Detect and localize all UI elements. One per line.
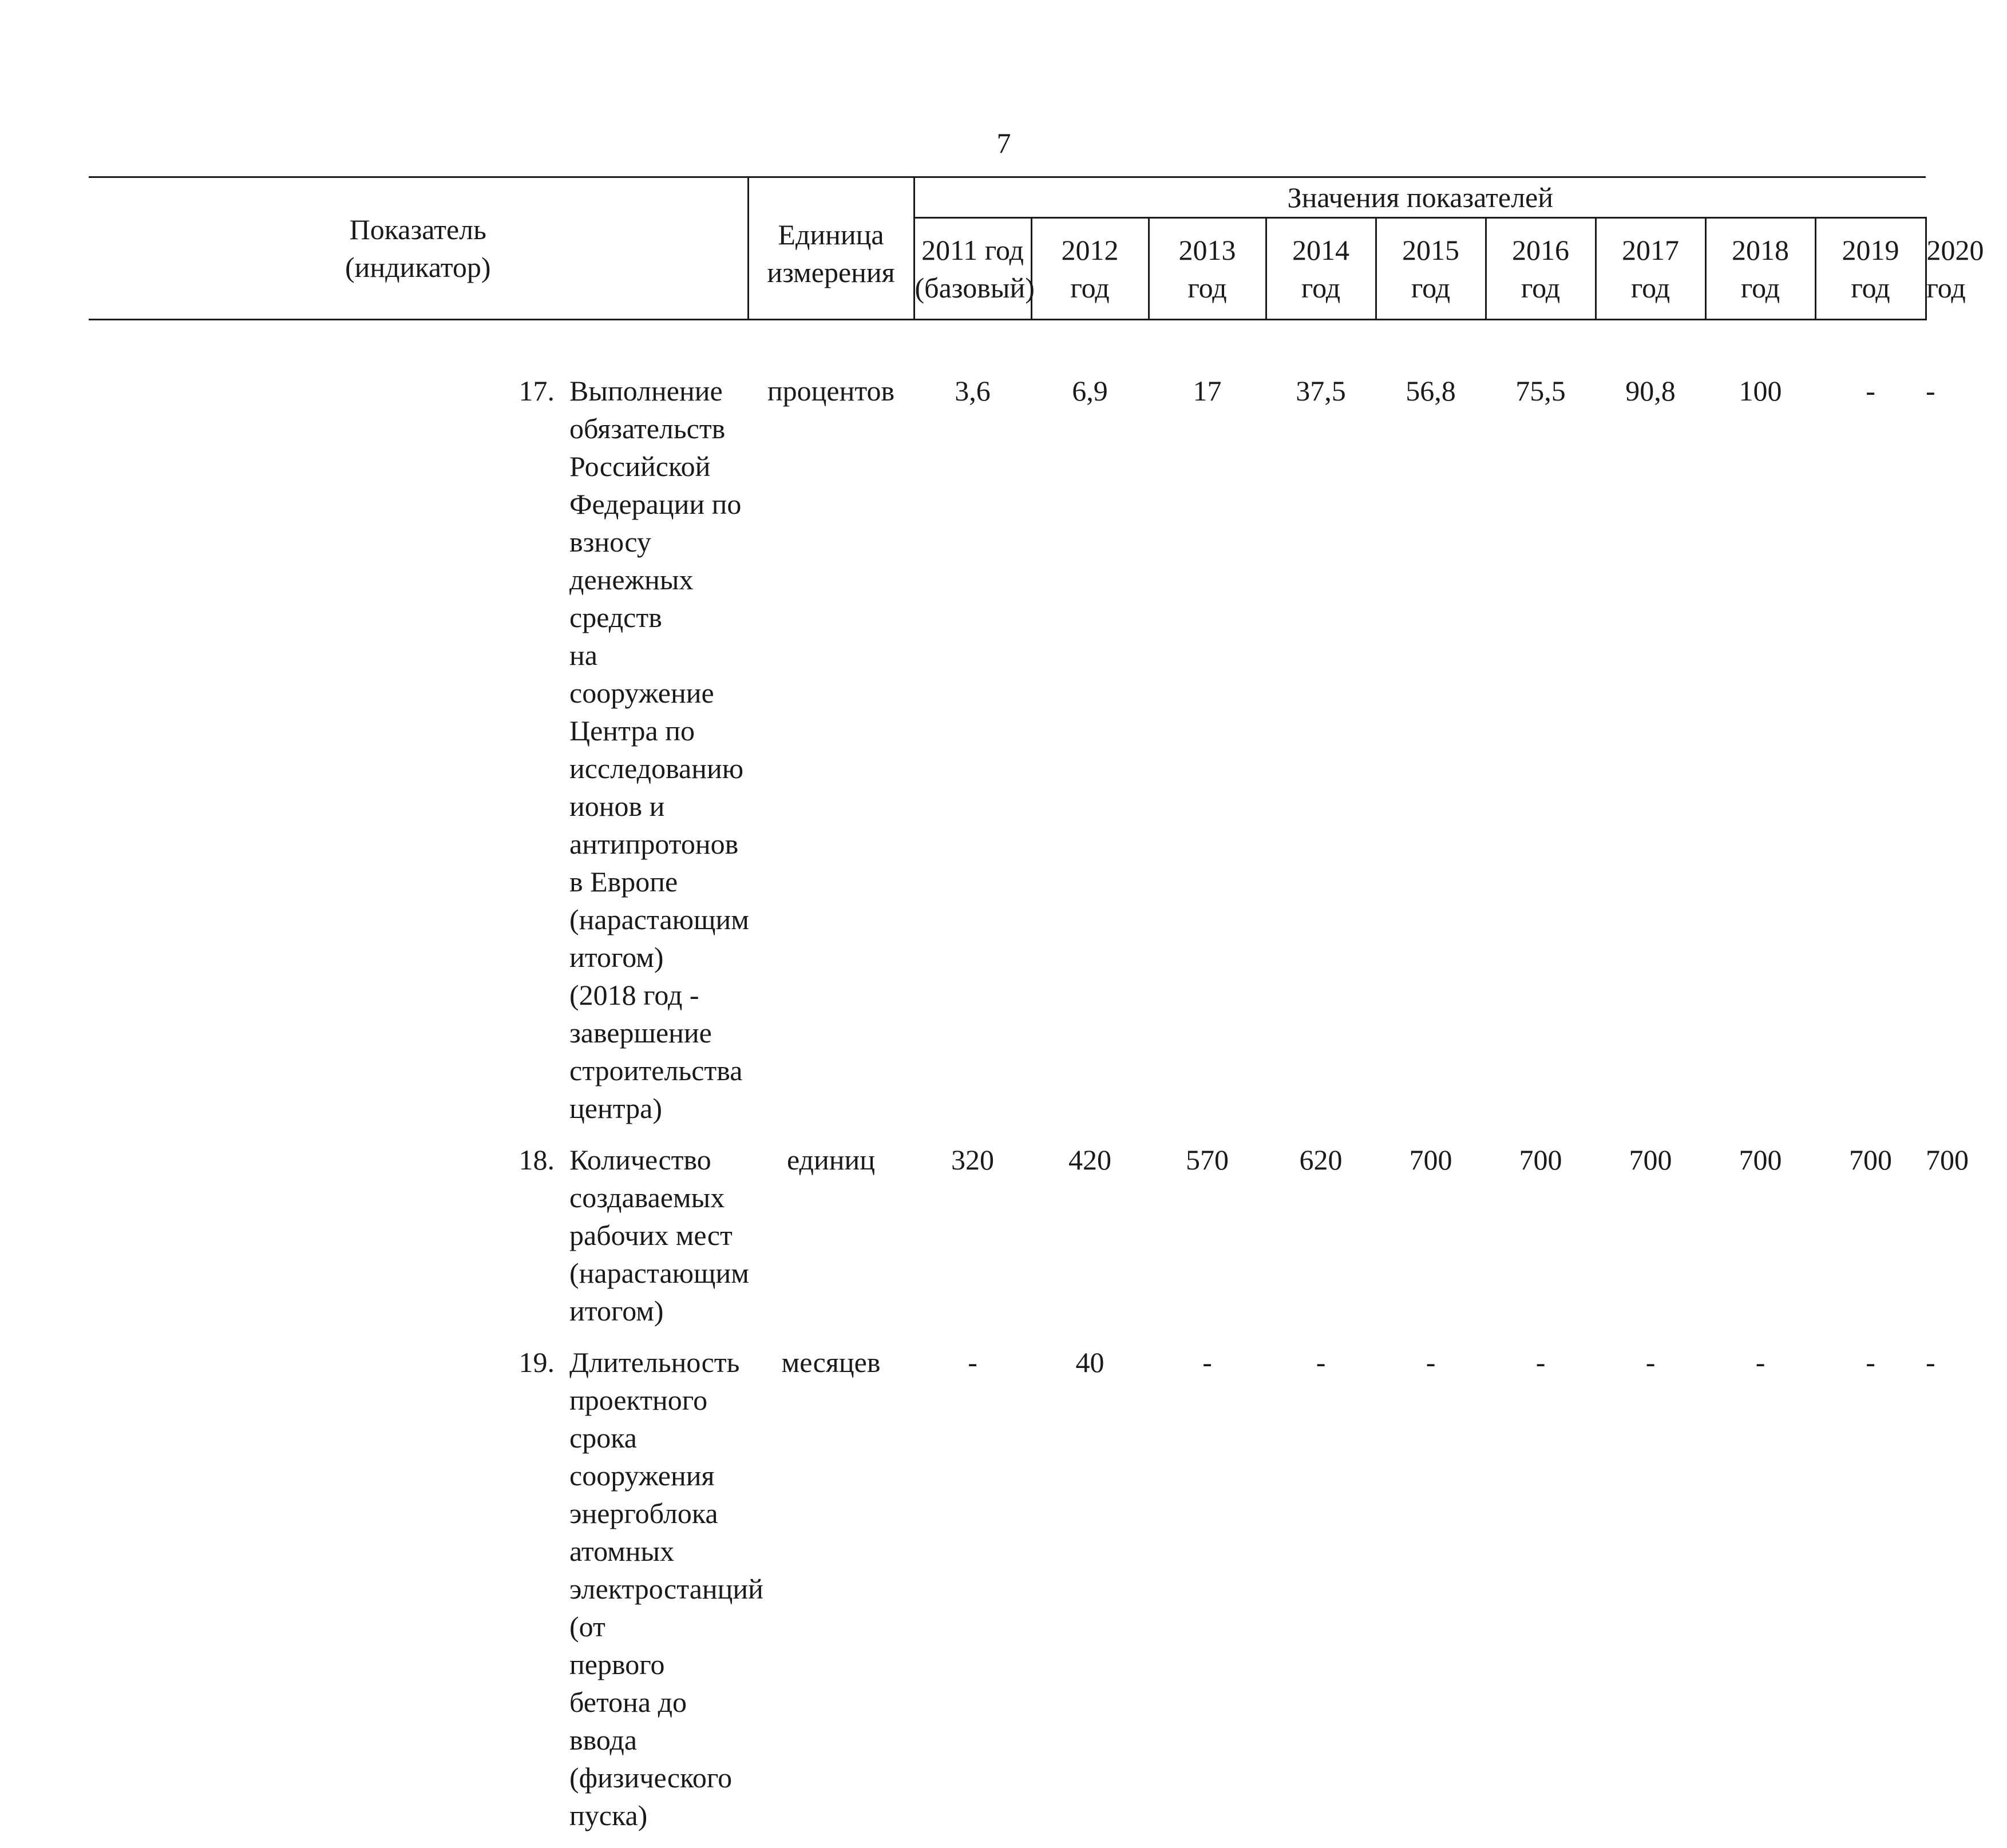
indicator-line: на сооружение Центра по [569,636,748,749]
year-header-label: 2019 [1816,231,1925,269]
indicator-line: энергоблока атомных [569,1494,748,1570]
year-header-2013 [1149,218,1266,320]
year-header-2014 [1266,218,1376,320]
value-cell-2019: 700 [1815,1141,1926,1343]
indicator-line: строительства центра) [569,1052,748,1127]
unit-cell: процентов [748,372,914,1141]
value-cell-2012: 420 [1031,1141,1149,1343]
value-cell-2018: 700 [1705,1141,1815,1343]
indicators-table-wrapper [89,176,1926,1848]
indicator-line: антипротонов в Европе [569,825,748,901]
indicator-header-line-1: Показатель [89,211,747,248]
indicator-line: (физического пуска) [569,1759,748,1834]
value-cell-2011: 320 [914,1141,1031,1343]
value-cell-2011: 3,6 [914,372,1031,1141]
indicator-line: срока сооружения [569,1419,748,1494]
year-header-label: 2015 [1377,231,1485,269]
page-number: 7 [975,126,1032,160]
row-number: 18. [89,1141,569,1343]
indicator-cell [569,1141,748,1343]
unit-header-line-1: Единица [749,216,913,253]
value-cell-2018: - [1705,1343,1815,1848]
value-cell-2013: 570 [1149,1141,1266,1343]
year-header-sublabel: год [1150,269,1265,307]
value-cell-2015: - [1376,1343,1486,1848]
year-header-sublabel: год [1707,269,1815,307]
value-cell-2013: 17 [1149,372,1266,1141]
value-cell-2014: 620 [1266,1141,1376,1343]
indicator-line: (2018 год - завершение [569,976,748,1052]
year-header-2011 [914,218,1031,320]
value-cell-2016: 75,5 [1486,372,1596,1141]
value-cell-2014: - [1266,1343,1376,1848]
value-cell-2016: 700 [1486,1141,1596,1343]
value-cell-2018: 100 [1705,372,1815,1141]
row-number: 19. [89,1343,569,1848]
indicator-header-line-2: (индикатор) [89,248,747,286]
year-header-label: 2018 [1707,231,1815,269]
indicator-line: Российской Федерации по [569,447,748,523]
value-cell-2015: 56,8 [1376,372,1486,1141]
indicator-column-header [89,177,748,320]
value-cell-2015: 700 [1376,1141,1486,1343]
unit-cell: единиц [748,1141,914,1343]
year-header-sublabel: год [1377,269,1485,307]
year-header-label: 2013 [1150,231,1265,269]
year-header-label: 2017 [1597,231,1705,269]
year-header-sublabel: год [1816,269,1925,307]
year-header-label: 2011 год [915,231,1031,269]
year-header-sublabel: год [1597,269,1705,307]
year-header-sublabel: год [1032,269,1148,307]
value-cell-2011: - [914,1343,1031,1848]
value-cell-2013: - [1149,1343,1266,1848]
indicator-line: взносу денежных средств [569,523,748,636]
indicator-line: (нарастающим итогом) [569,1254,748,1330]
year-header-label: 2012 [1032,231,1148,269]
value-cell-2016: - [1486,1343,1596,1848]
value-cell-2017: - [1596,1343,1705,1848]
value-cell-2014: 37,5 [1266,372,1376,1141]
year-header-sublabel: год [1487,269,1595,307]
year-header-label: 2016 [1487,231,1595,269]
table-spacer-row [89,320,1926,372]
year-header-label: 2014 [1267,231,1375,269]
value-cell-2019: - [1815,1343,1926,1848]
value-cell-2017: 700 [1596,1141,1705,1343]
year-header-sublabel: (базовый) [915,269,1031,307]
indicator-line: электростанций (от [569,1570,748,1645]
year-header-2019 [1815,218,1926,320]
indicators-table [89,176,1926,1848]
indicator-line: исследованию ионов и [569,749,748,825]
row-number: 17. [89,372,569,1141]
year-header-2017 [1596,218,1705,320]
unit-cell: месяцев [748,1343,914,1848]
indicator-line: Количество создаваемых [569,1141,748,1216]
indicator-line: (нарастающим итогом) [569,901,748,976]
indicator-line: первого бетона до ввода [569,1645,748,1759]
table-header: Показатель (индикатор) Единица измерения Значения показателей 2011 год (базовый) 2012 год 2013 год 2014 год 2015 год 2016 год 2017 год 2018 год 2019 год 2020 год [89,177,1926,320]
value-cell-2012: 40 [1031,1343,1149,1848]
table-body [89,320,1926,1848]
indicator-line: Выполнение обязательств [569,372,748,447]
unit-header-line-2: измерения [749,253,913,291]
year-header-2016 [1486,218,1596,320]
year-header-2015 [1376,218,1486,320]
values-group-header: Значения показателей [914,177,1926,218]
year-header-sublabel: год [1267,269,1375,307]
value-cell-2012: 6,9 [1031,372,1149,1141]
year-header-2018 [1705,218,1815,320]
year-header-2012 [1031,218,1149,320]
value-cell-2017: 90,8 [1596,372,1705,1141]
table-row-17: 17. Выполнение обязательств Российской Федерации по взносу денежных средств на сооружение Центра по исследованию ионов и антипротонов в Европе (нарастающим итогом) (2018 год - завершение строительства центра) процентов 3,6 6,9 17 37,5 56,8 75,5 90,8 100 - - [89,372,1926,1141]
table-row-19: 19. Длительность проектного срока сооружения энергоблока атомных электростанций (от первого бетона до ввода (физического пуска) месяцев - 40 - - - - - - - - [89,1343,1926,1848]
unit-column-header [748,177,914,320]
table-row-18: 18. Количество создаваемых рабочих мест (нарастающим итогом) единиц 320 420 570 620 700 700 700 700 700 700 [89,1141,1926,1343]
value-cell-2019: - [1815,372,1926,1141]
indicator-cell [569,372,748,1141]
indicator-line: Длительность проектного [569,1343,748,1419]
indicator-cell [569,1343,748,1848]
indicator-line: рабочих мест [569,1216,748,1254]
